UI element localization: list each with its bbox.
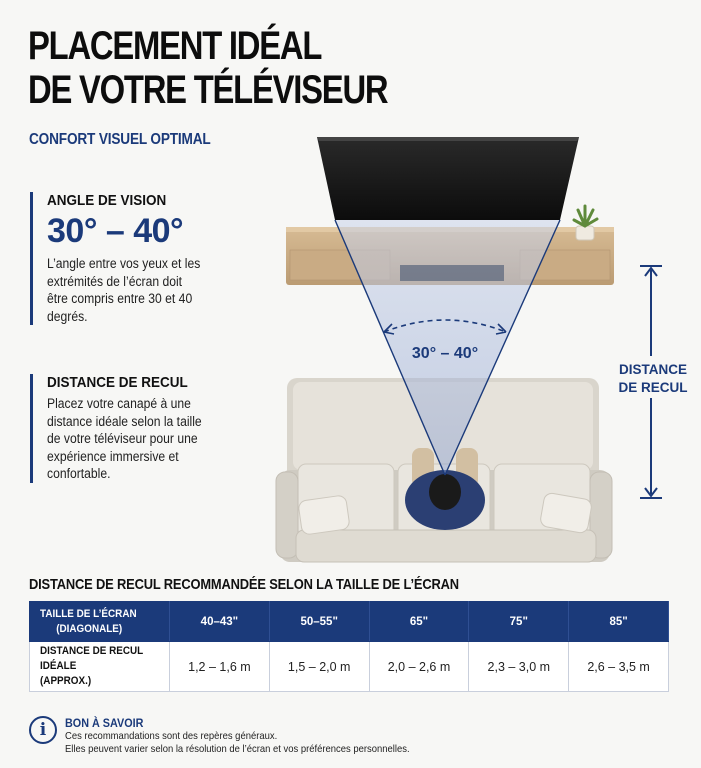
distance-description: Placez votre canapé à une distance idéale selon la taille de votre téléviseur pour une expérience immersive et confortable. (47, 396, 202, 481)
distance-heading: DISTANCE DE RECUL (47, 374, 188, 391)
recommendation-table (29, 601, 669, 692)
info-line-1: Ces recommandations sont des repères généraux. (65, 730, 278, 742)
title-line-1: PLACEMENT IDÉAL (28, 24, 322, 68)
angle-info-block (30, 192, 222, 325)
size-header: 40–43" (170, 602, 270, 642)
distance-row-label-line-2: (APPROX.) (40, 675, 92, 687)
title-line-2: DE VOTRE TÉLÉVISEUR (28, 68, 388, 112)
info-icon: i (29, 716, 57, 744)
table-title: DISTANCE DE RECUL RECOMMANDÉE SELON LA TAILLE DE L’ÉCRAN (29, 576, 459, 593)
size-header: 65" (369, 602, 469, 642)
angle-heading: ANGLE DE VISION (47, 192, 167, 209)
distance-info-block (30, 374, 222, 483)
plant-icon (574, 206, 597, 240)
screen-size-header (30, 602, 170, 642)
size-header: 85" (569, 602, 669, 642)
angle-description: L’angle entre vos yeux et les extrémités de l’écran doit être compris entre 30 et 40 degrés. (47, 256, 201, 324)
size-header: 75" (469, 602, 569, 642)
angle-label: 30° – 40° (411, 345, 479, 362)
info-title: BON À SAVOIR (65, 716, 144, 730)
size-header: 50–55" (269, 602, 369, 642)
distance-label-line-2: DE RECUL (618, 380, 688, 395)
page-title (28, 24, 388, 112)
table-header-row (30, 602, 669, 642)
table-row (30, 642, 669, 692)
screen-size-header-line-1: TAILLE DE L’ÉCRAN (40, 607, 137, 620)
info-line-2: Elles peuvent varier selon la résolution de l’écran et vos préférences personnelles. (65, 743, 410, 755)
angle-value: 30° – 40° (47, 212, 184, 250)
distance-cell: 2,3 – 3,0 m (469, 642, 569, 692)
distance-cell: 1,2 – 1,6 m (170, 642, 270, 692)
distance-cell: 2,0 – 2,6 m (369, 642, 469, 692)
page-subtitle: CONFORT VISUEL OPTIMAL (29, 131, 211, 148)
distance-cell: 1,5 – 2,0 m (269, 642, 369, 692)
distance-row-label-line-1: DISTANCE DE RECUL IDÉALE (40, 645, 144, 672)
distance-cell: 2,6 – 3,5 m (569, 642, 669, 692)
screen-size-header-line-2: (DIAGONALE) (56, 622, 123, 635)
tv-screen (317, 137, 579, 220)
distance-row-label (30, 642, 170, 692)
distance-label-line-1: DISTANCE (618, 362, 688, 377)
placement-diagram (260, 130, 690, 570)
